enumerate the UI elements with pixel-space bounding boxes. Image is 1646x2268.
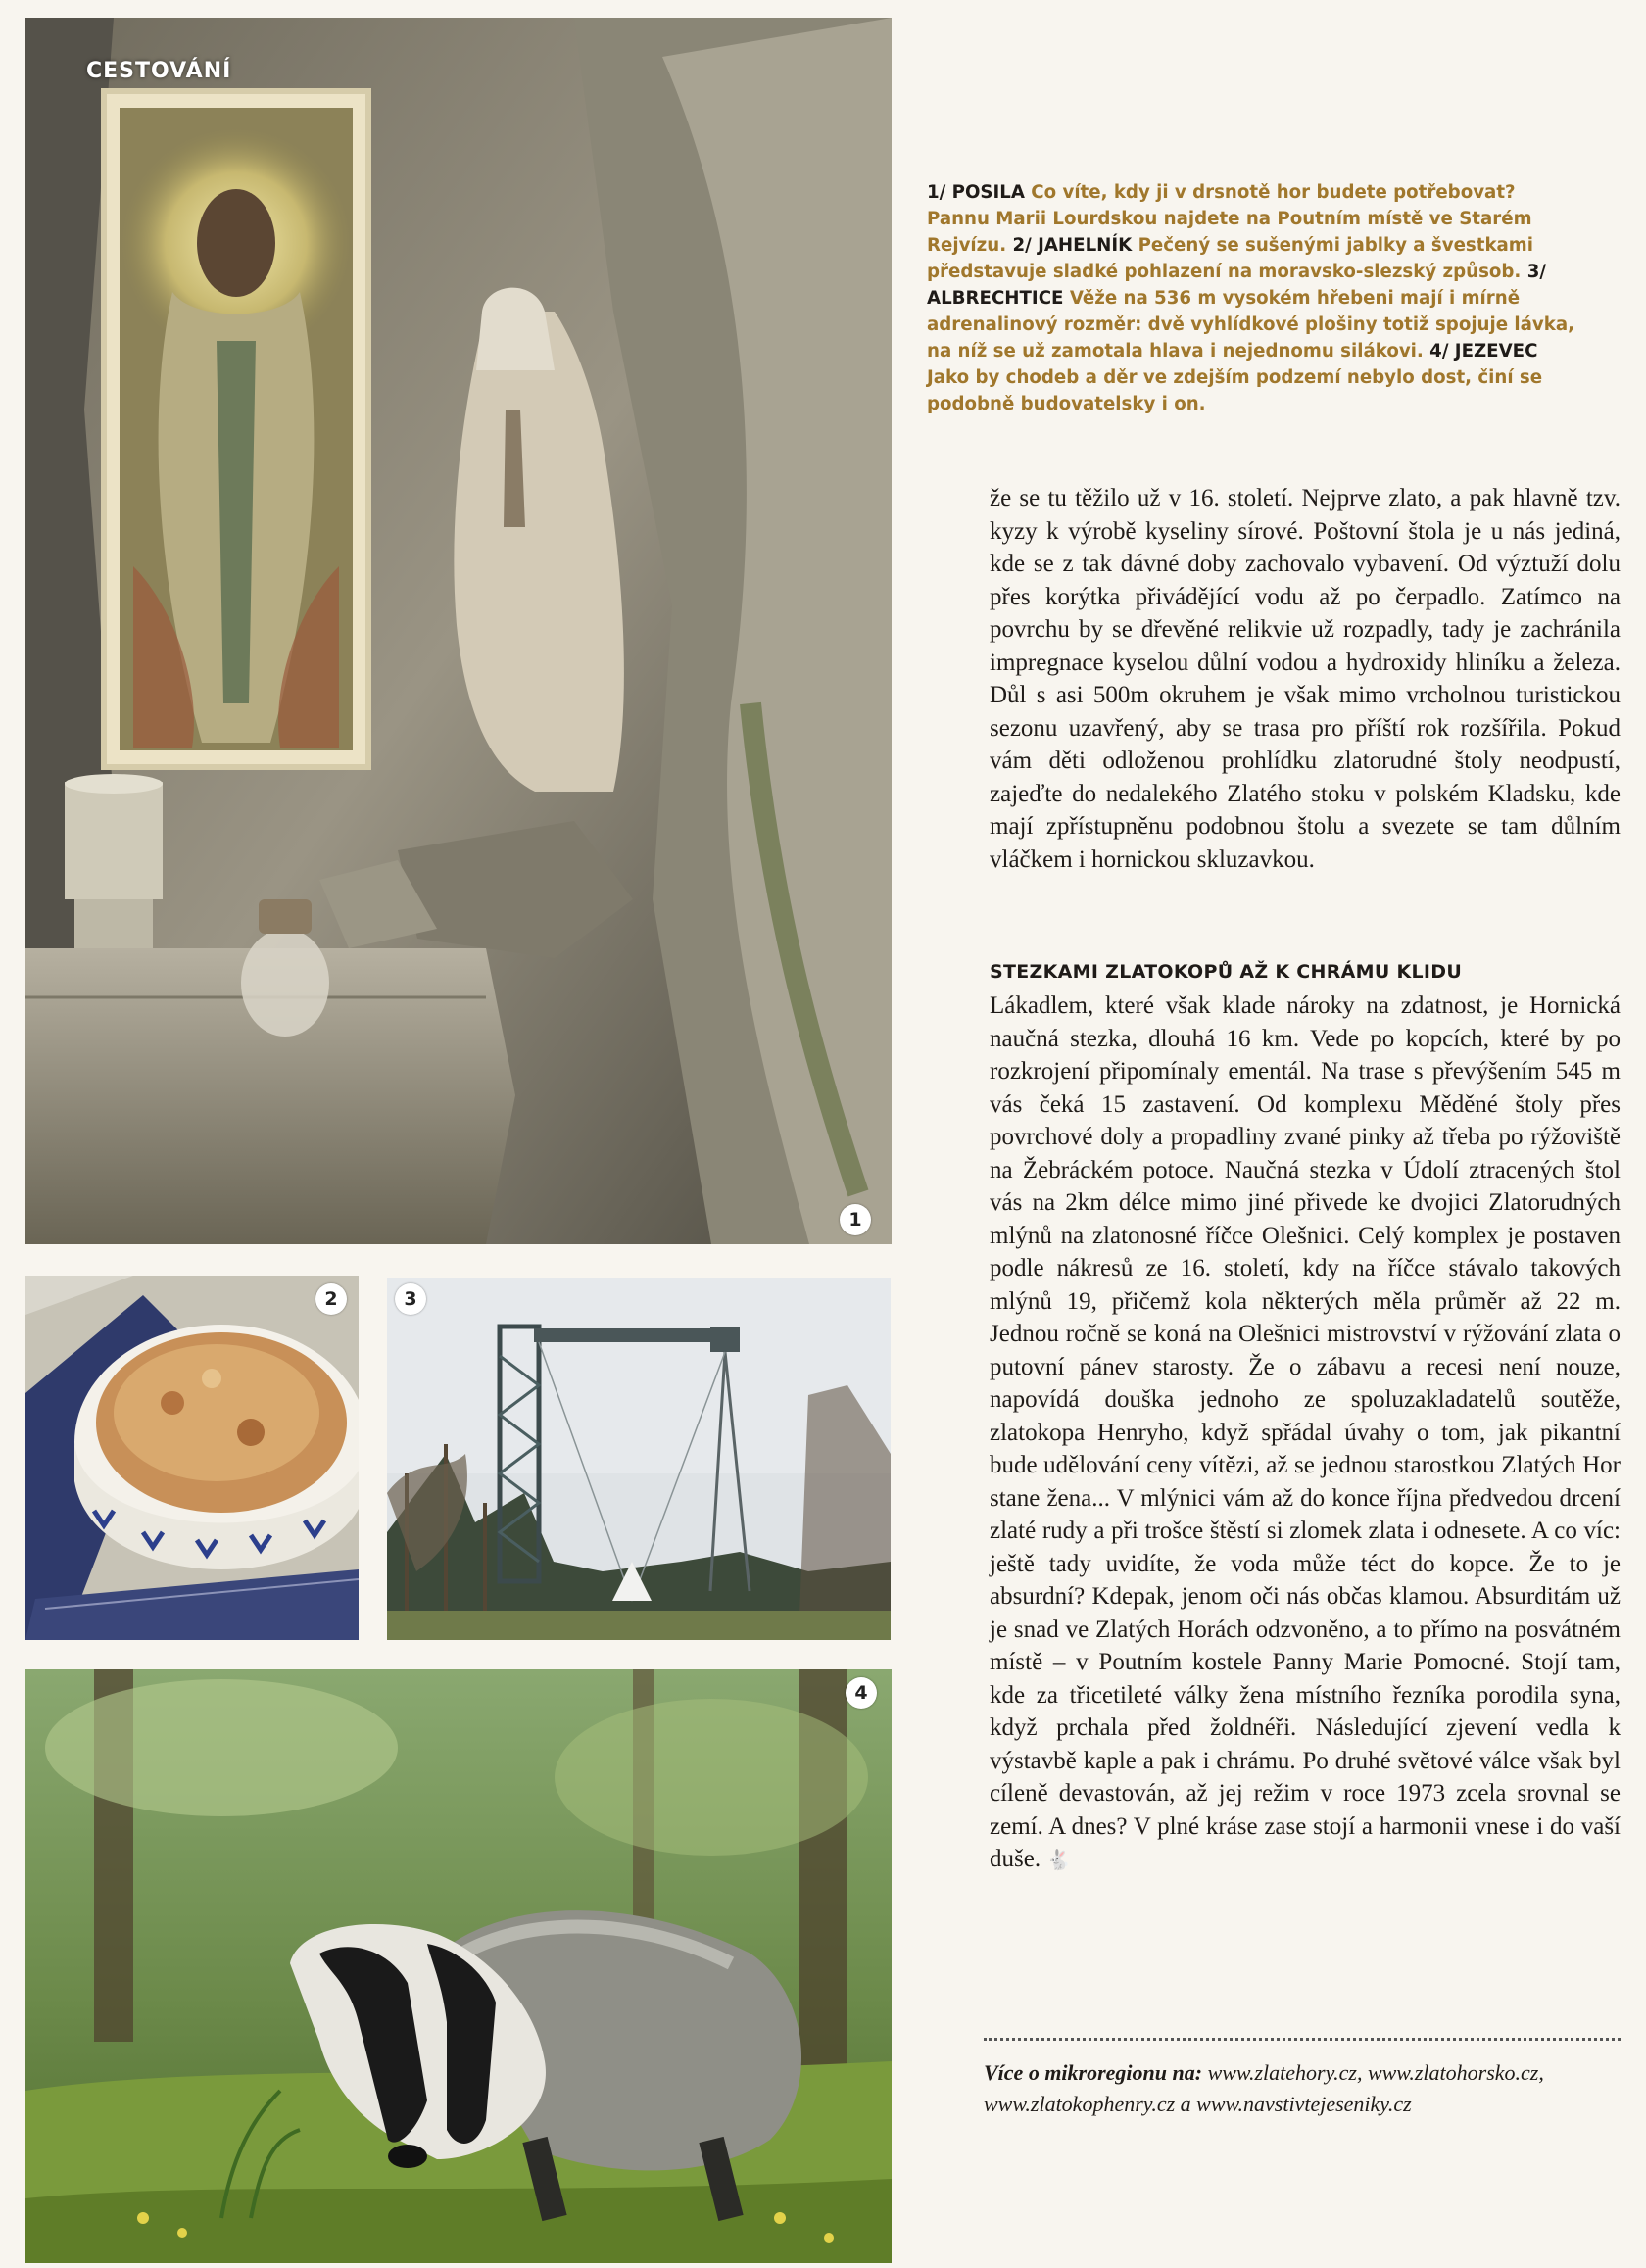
photo-badger — [25, 1669, 892, 2263]
section-label: CESTOVÁNÍ — [86, 59, 232, 83]
grotto-illustration — [25, 18, 892, 1244]
photo-dessert — [25, 1276, 359, 1640]
photo-number-badge-1: 1 — [840, 1204, 871, 1235]
photo-lookout-towers — [387, 1278, 891, 1640]
article-paragraph-2 — [990, 989, 1621, 1877]
caption-label-4: 4/ JEZEVEC — [1429, 341, 1538, 362]
caption-text-2: Pečený se sušenými jablky a švestkami představuje sladké pohlazení na moravsko-slezský způsob. — [927, 235, 1533, 282]
photo-number-badge-3: 3 — [395, 1283, 426, 1315]
dessert-illustration — [25, 1276, 359, 1640]
paragraph-2-text: Lákadlem, které však klade nároky na zdatnost, je Hornická naučná stezka, dlouhá 16 km. Vede po kopcích, které by po rozkrojení připomínaly ementál. Na trase s převýšením 545 m vás čeká 15 zastavení. Od komplexu Měděné štoly přes povrchové doly a propadliny zvané pinky až třeba po rýžoviště na Žebráckém potoce. Naučná stezka v Údolí ztracených štol vás na 2km délce mimo jiné přivede ke dvojici Zlatorudných mlýnů na zlatonosné říčce Olešnici. Celý komplex je postaven podle nákresů ze 16. století, kdy na říčce stávalo takových mlýnů 19, přičemž kola některých měla průměr až 22 m. Jednou ročně se koná na Olešnici mistrovství v rýžování zlata o putovní pánev starosty. Že o zábavu a recesi není nouze, napovídá douška jednoho ze spoluzakladatelů soutěže, zlatokopa Henryho, když spřádal úvahy o tom, jak pikantní bude udělování ceny vítězi, až se jednou starostkou Zlatých Hor stane žena... V mlýnici vám až do konce října předvedou drcení zlaté rudy a při trošce štěstí si zlomek zlata i odnesete. A co víc: ještě tady uvidíte, že voda může téct do kopce. Že to je absurdní? Kdepak, jenom oči nás občas klamou. Absurditám už je snad ve Zlatých Horách odzvoněno, a to přímo na posvátném místě – v Poutním kostele Panny Marie Pomocné. Stojí tam, kde za třicetileté války žena místního řezníka porodila syna, když prchala před žoldnéři. Následující zjevení vedla k výstavbě kaple a pak i chrámu. Po druhé světové válce však byl cíleně devastován, až jej režim v roce 1973 zcela srovnal se zemí. A dnes? V plné kráse zase stojí a harmonii vnese i do vaší duše. — [990, 992, 1621, 1872]
photo-number-badge-4: 4 — [846, 1677, 877, 1709]
article-subheading: STEZKAMI ZLATOKOPŮ AŽ K CHRÁMU KLIDU — [990, 961, 1463, 983]
towers-illustration — [387, 1278, 891, 1640]
caption-text-1: Co víte, kdy ji v drsnotě hor budete potřebovat? Pannu Marii Lourdskou najdete na Poutním místě ve Starém Rejvízu. — [927, 182, 1532, 256]
caption-text-3: Věže na 536 m vysokém hřebeni mají i mírně adrenalinový rozměr: dvě vyhlídkové plošiny totiž spojuje lávka, na níž se už zamotala hlava i nejednomu silákovi. — [927, 288, 1575, 362]
caption-text-4: Jako by chodeb a děr ve zdejším podzemí nebylo dost, činí se podobně budovatelsky i on. — [927, 367, 1543, 414]
more-info — [984, 2057, 1621, 2120]
badger-illustration — [25, 1669, 892, 2263]
rabbit-end-icon: 🐇 — [1046, 1848, 1072, 1871]
divider-dotted — [984, 2038, 1621, 2041]
photo-captions — [927, 179, 1583, 417]
caption-label-2: 2/ JAHELNÍK — [1012, 235, 1133, 256]
more-info-label: Více o mikroregionu na: — [984, 2060, 1203, 2085]
photo-number-badge-2: 2 — [315, 1283, 347, 1315]
paragraph-1-text: že se tu těžilo už v 16. století. Nejprve zlato, a pak hlavně tzv. kyzy k výrobě kyseliny sírové. Poštovní štola je u nás jediná, kde se z tak dávné doby zachovalo vybavení. Od výztuží dolu přes korýtka přivádějící vodu až po čerpadlo. Zatímco na povrchu by se dřevěné relikvie už rozpadly, tady je zachránila impregnace kyselou důlní vodou a hydroxidy hliníku a železa. Důl s asi 500m okruhem je však mimo vrcholnou turistickou sezonu uzavřený, aby se trasa pro příští rok rozšířila. Pokud vám děti odloženou prohlídku zlatorudné štoly neodpustí, zajeďte do nedalekého Zlatého stoku v polském Kladsku, kde mají zpřístupněnu podobnou štolu a svezete se tam důlním vláčkem i hornickou skluzavkou. — [990, 485, 1621, 873]
caption-label-3: 3/ ALBRECHTICE — [927, 262, 1546, 309]
more-info-links: www.zlatehory.cz, www.zlatohorsko.cz, www.zlatokophenry.cz a www.navstivtejeseniky.cz — [984, 2060, 1544, 2116]
photo-grotto-madonna — [25, 18, 892, 1244]
caption-label-1: 1/ POSILA — [927, 182, 1025, 203]
article-paragraph-1 — [990, 482, 1621, 876]
